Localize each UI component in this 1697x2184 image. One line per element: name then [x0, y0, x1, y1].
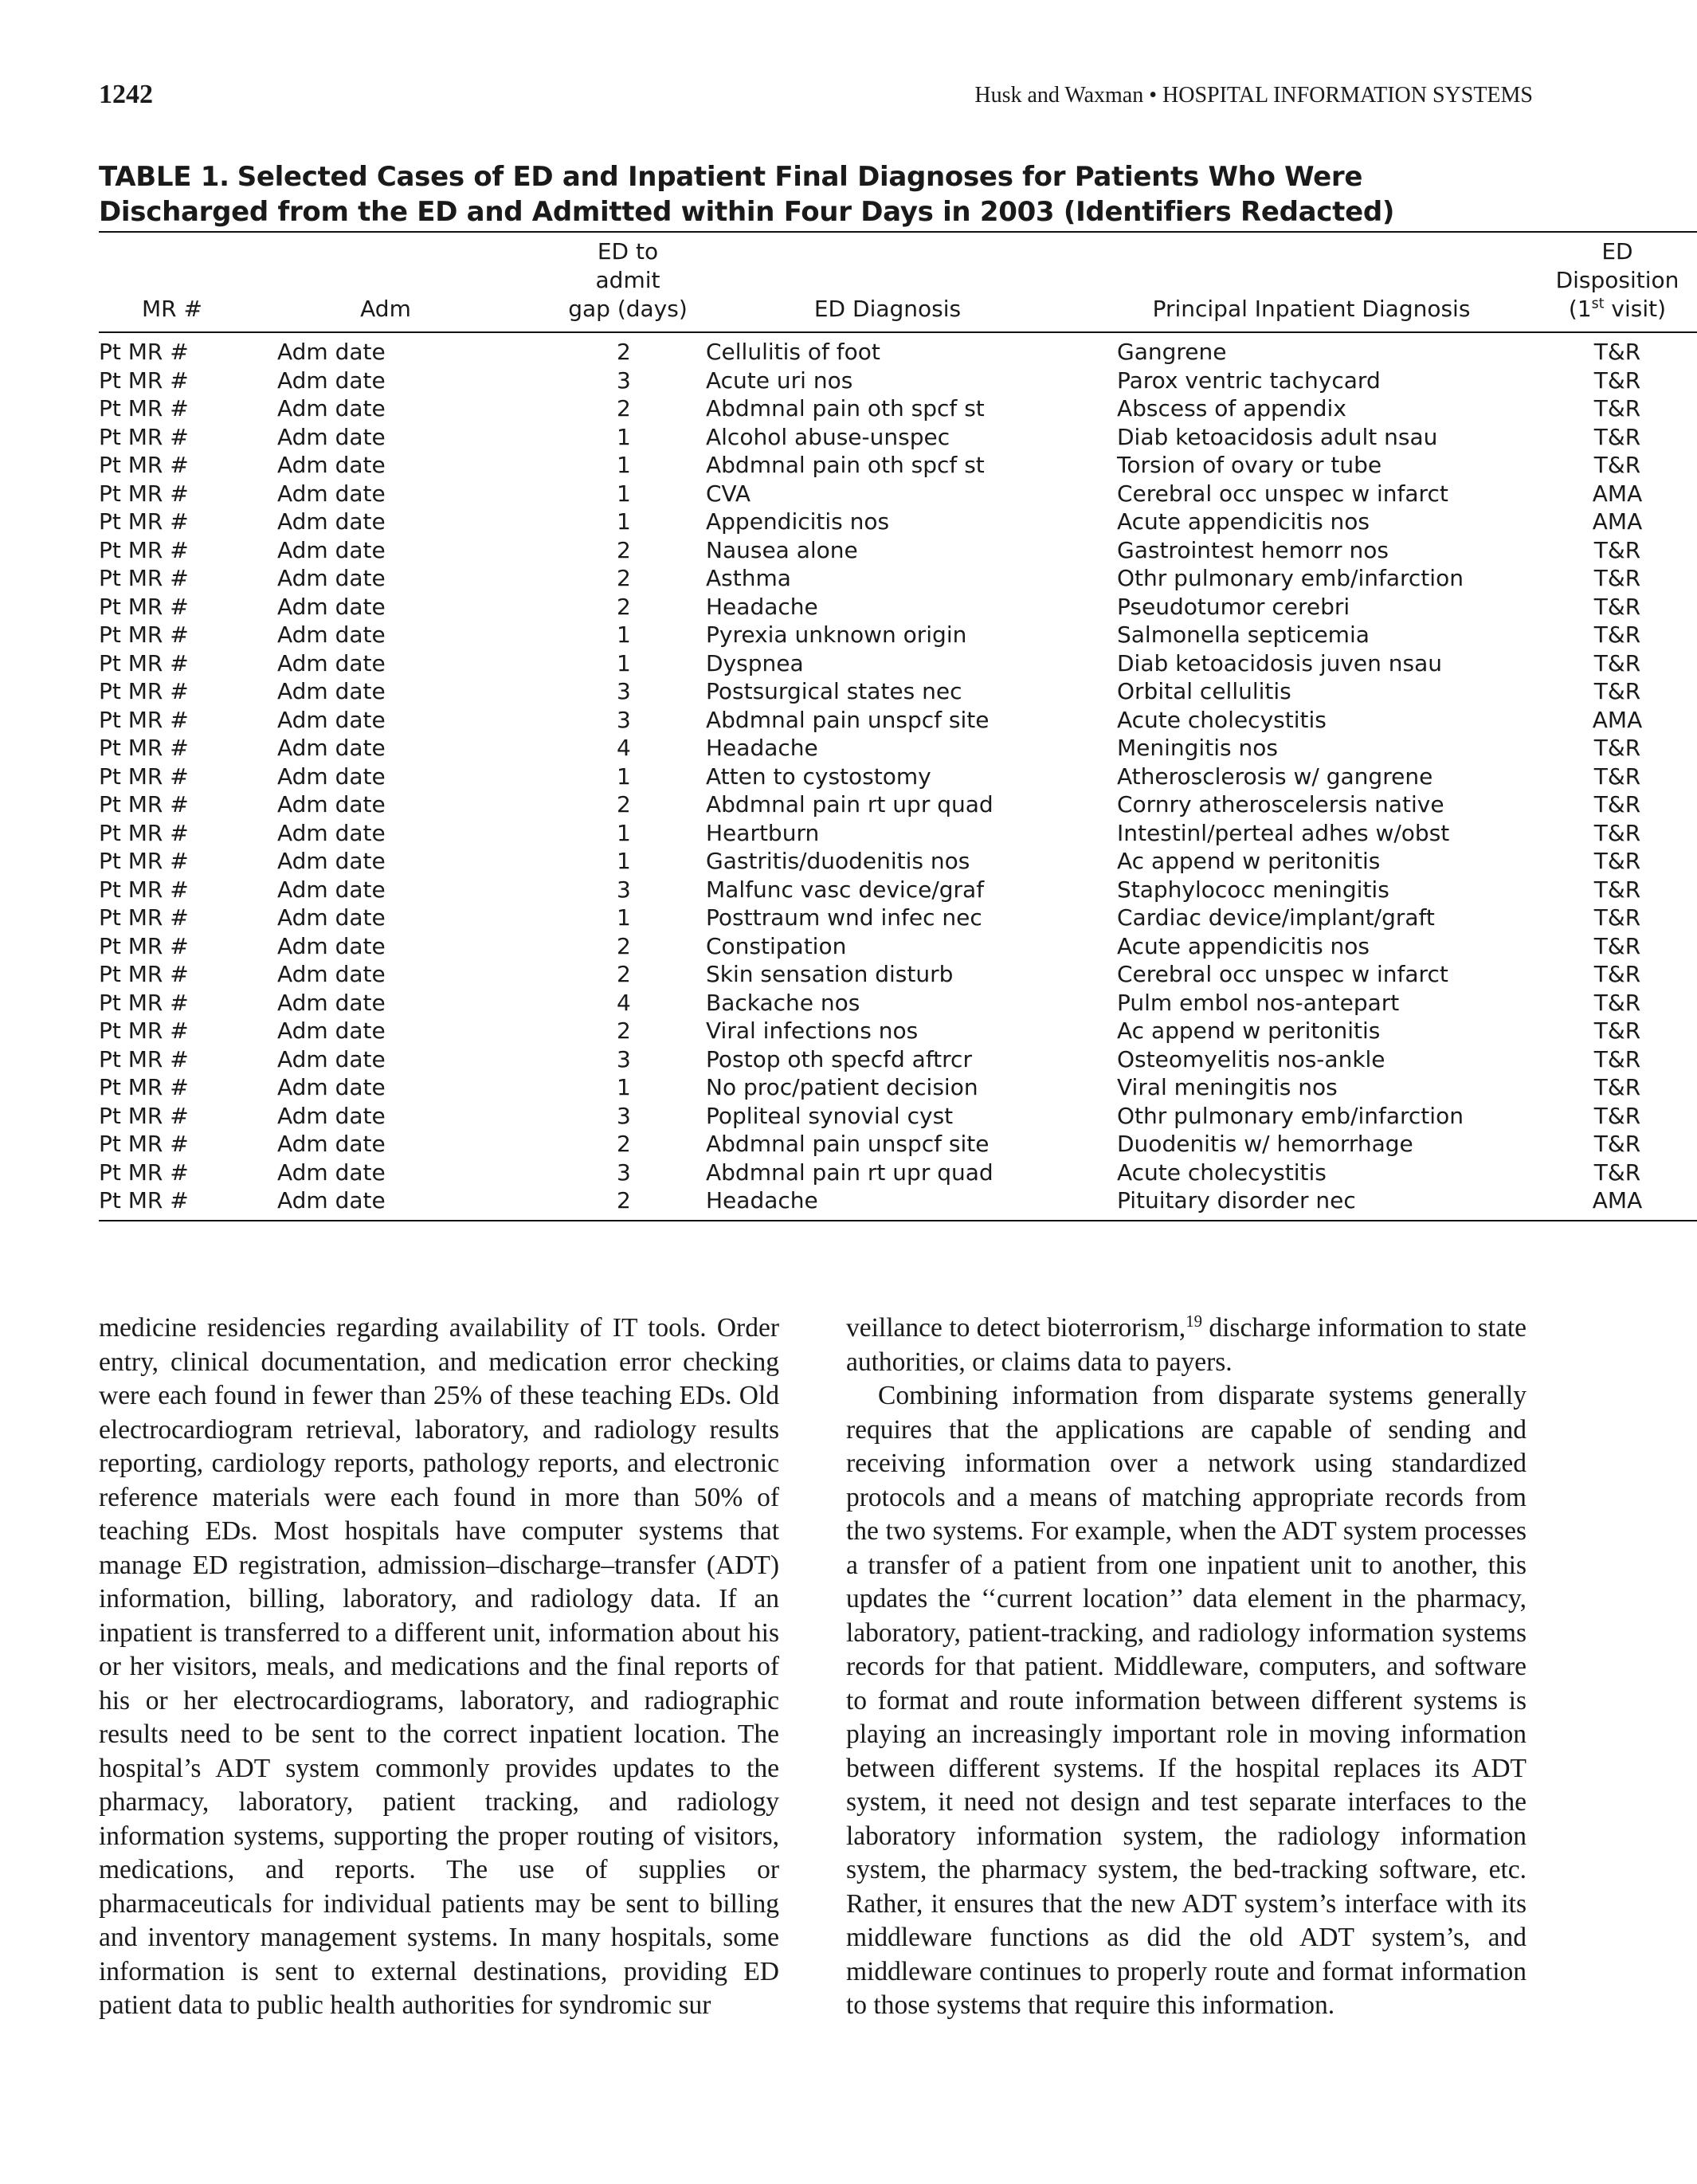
cell-gap-days: 3: [617, 1102, 631, 1129]
cell-disposition: T&R: [1593, 1131, 1641, 1157]
cell-ed-diagnosis: Headache: [706, 735, 818, 761]
table-row: [99, 960, 1697, 989]
header-adm: Adm: [360, 296, 411, 322]
cell-gap-days: 2: [617, 961, 631, 987]
cell-disposition: T&R: [1593, 678, 1641, 704]
cell-inpatient-diagnosis: Salmonella septicemia: [1117, 621, 1370, 648]
header-gap: [550, 232, 706, 332]
cell-mr: Pt MR #: [99, 1018, 189, 1044]
cell-inpatient-diagnosis: Acute cholecystitis: [1117, 1159, 1327, 1186]
cell-mr: Pt MR #: [99, 536, 189, 563]
cell-adm: Adm date: [277, 876, 386, 903]
cell-inpatient-diagnosis: Ac append w peritonitis: [1117, 1018, 1381, 1044]
cell-gap-days: 2: [617, 593, 631, 620]
table-row: [99, 367, 1697, 395]
cell-gap-days: 2: [617, 791, 631, 818]
cell-ed-diagnosis: Abdmnal pain rt upr quad: [706, 1159, 994, 1186]
cell-inpatient-diagnosis: Meningitis nos: [1117, 735, 1278, 761]
cell-disposition: T&R: [1593, 395, 1641, 422]
cell-ed-diagnosis: Abdmnal pain unspcf site: [706, 1131, 990, 1157]
table-row: [99, 819, 1697, 848]
cell-gap-days: 3: [617, 1159, 631, 1186]
cell-adm: Adm date: [277, 1131, 386, 1157]
cell-mr: Pt MR #: [99, 819, 189, 846]
cell-mr: Pt MR #: [99, 1045, 189, 1072]
header-disp-line3-sup: st: [1591, 296, 1605, 312]
cell-ed-diagnosis: Skin sensation disturb: [706, 961, 954, 987]
cell-adm: Adm date: [277, 565, 386, 591]
cell-mr: Pt MR #: [99, 649, 189, 676]
cell-mr: Pt MR #: [99, 593, 189, 620]
table-row: [99, 904, 1697, 932]
cell-gap-days: 1: [617, 423, 631, 450]
cell-mr: Pt MR #: [99, 989, 189, 1016]
cell-ed-diagnosis: Appendicitis nos: [706, 508, 890, 535]
cell-ed-diagnosis: Popliteal synovial cyst: [706, 1102, 954, 1129]
cell-adm: Adm date: [277, 791, 386, 818]
cell-inpatient-diagnosis: Gastrointest hemorr nos: [1117, 536, 1389, 563]
cell-ed-diagnosis: Alcohol abuse-unspec: [706, 423, 950, 450]
table-row: [99, 480, 1697, 508]
table-row: [99, 989, 1697, 1018]
cell-adm: Adm date: [277, 1074, 386, 1100]
cell-disposition: T&R: [1593, 961, 1641, 987]
header-disp-line3: [1538, 295, 1697, 323]
cell-mr: Pt MR #: [99, 367, 189, 394]
cell-adm: Adm date: [277, 1102, 386, 1129]
cell-mr: Pt MR #: [99, 876, 189, 903]
header-gap-line2: admit: [595, 267, 660, 293]
table-row: [99, 451, 1697, 480]
table-row: [99, 394, 1697, 423]
table-row: [99, 564, 1697, 593]
cell-gap-days: 2: [617, 339, 631, 365]
cell-gap-days: 3: [617, 876, 631, 903]
table-row: [99, 1130, 1697, 1159]
cell-disposition: T&R: [1593, 339, 1641, 365]
cell-adm: Adm date: [277, 367, 386, 394]
cell-adm: Adm date: [277, 904, 386, 931]
header-disposition: [1538, 232, 1697, 332]
running-head: [99, 80, 1533, 116]
table-row: [99, 847, 1697, 876]
header-disp-line1: ED: [1601, 238, 1633, 265]
cell-ed-diagnosis: Abdmnal pain rt upr quad: [706, 791, 994, 818]
table-row: [99, 1045, 1697, 1074]
cell-mr: Pt MR #: [99, 904, 189, 931]
cell-gap-days: 3: [617, 706, 631, 733]
body-text: discharge information to state authorities, or claims data to payers.: [846, 1313, 1527, 1377]
cell-disposition: T&R: [1593, 1045, 1641, 1072]
cell-disposition: AMA: [1592, 706, 1643, 733]
header-disp-line3-post: visit): [1604, 296, 1667, 322]
cell-ed-diagnosis: Cellulitis of foot: [706, 339, 880, 365]
cell-mr: Pt MR #: [99, 508, 189, 535]
cell-mr: Pt MR #: [99, 735, 189, 761]
cell-mr: Pt MR #: [99, 678, 189, 704]
cell-ed-diagnosis: Gastritis/duodenitis nos: [706, 848, 970, 874]
cell-adm: Adm date: [277, 621, 386, 648]
cell-disposition: AMA: [1592, 508, 1643, 535]
cell-ed-diagnosis: Postop oth specfd aftrcr: [706, 1045, 972, 1072]
cell-disposition: T&R: [1593, 1074, 1641, 1100]
table-row: [99, 932, 1697, 961]
diagnoses-table: [99, 231, 1697, 1221]
table-row: [99, 763, 1697, 791]
cell-ed-diagnosis: Posttraum wnd infec nec: [706, 904, 982, 931]
cell-disposition: T&R: [1593, 621, 1641, 648]
cell-gap-days: 1: [617, 452, 631, 478]
cell-inpatient-diagnosis: Gangrene: [1117, 339, 1227, 365]
table-row: [99, 706, 1697, 735]
cell-disposition: T&R: [1593, 932, 1641, 959]
cell-ed-diagnosis: Dyspnea: [706, 649, 804, 676]
table-caption-text: Selected Cases of ED and Inpatient Final Diagnoses for Patients Who Were Discharged from the ED and Admitted within Four Days in 2003 (Identifiers Redacted): [99, 161, 1395, 228]
cell-disposition: T&R: [1593, 876, 1641, 903]
table-header-row: [99, 232, 1697, 332]
cell-mr: Pt MR #: [99, 395, 189, 422]
cell-ed-diagnosis: Viral infections nos: [706, 1018, 919, 1044]
cell-ed-diagnosis: Acute uri nos: [706, 367, 853, 394]
cell-gap-days: 1: [617, 508, 631, 535]
cell-gap-days: 2: [617, 1018, 631, 1044]
cell-inpatient-diagnosis: Cornry atheroscelersis native: [1117, 791, 1444, 818]
cell-gap-days: 3: [617, 678, 631, 704]
cell-mr: Pt MR #: [99, 763, 189, 790]
cell-gap-days: 3: [617, 1045, 631, 1072]
table-row: [99, 1017, 1697, 1045]
cell-adm: Adm date: [277, 508, 386, 535]
table-body: [99, 332, 1697, 1221]
cell-ed-diagnosis: Abdmnal pain oth spcf st: [706, 395, 985, 422]
cell-adm: Adm date: [277, 1045, 386, 1072]
cell-disposition: T&R: [1593, 593, 1641, 620]
cell-mr: Pt MR #: [99, 480, 189, 507]
cell-inpatient-diagnosis: Pulm embol nos-antepart: [1117, 989, 1400, 1016]
cell-gap-days: 2: [617, 565, 631, 591]
header-mr: MR #: [142, 296, 202, 322]
cell-disposition: T&R: [1593, 423, 1641, 450]
body-paragraph: [846, 1312, 1527, 1379]
body-paragraph: Combining information from disparate systems generally requires that the applications are capable of sending and receiving information over a network using standardized protocols and a means of matching appropriate records from the two systems. For example, when the ADT system processes a transfer of a patient from one inpatient unit to another, this updates the ‘‘current location’’ data element in the pharmacy, laboratory, patient-tracking, and radiology information systems records for that patient. Middleware, computers, and software to format and route information between different systems is playing an increasingly important role in moving information between different systems. If the hospital replaces its ADT system, it need not design and test separate interfaces to the laboratory information system, the radiology information system, the pharmacy system, the bed-tracking software, etc. Rather, it ensures that the new ADT system’s interface with its middleware functions as did the old ADT system’s, and middleware continues to properly route and format information to those systems that require this information.: [846, 1381, 1527, 2020]
reference-superscript: 19: [1186, 1312, 1202, 1331]
table-row: [99, 508, 1697, 536]
cell-gap-days: 2: [617, 1131, 631, 1157]
cell-inpatient-diagnosis: Torsion of ovary or tube: [1117, 452, 1382, 478]
cell-gap-days: 1: [617, 848, 631, 874]
cell-adm: Adm date: [277, 735, 386, 761]
cell-mr: Pt MR #: [99, 1102, 189, 1129]
cell-disposition: T&R: [1593, 367, 1641, 394]
cell-mr: Pt MR #: [99, 1159, 189, 1186]
cell-ed-diagnosis: Atten to cystostomy: [706, 763, 931, 790]
cell-adm: Adm date: [277, 452, 386, 478]
table-caption: [99, 159, 1453, 229]
cell-disposition: T&R: [1593, 848, 1641, 874]
cell-disposition: T&R: [1593, 649, 1641, 676]
cell-disposition: T&R: [1593, 989, 1641, 1016]
page-number: 1242: [99, 80, 153, 109]
cell-mr: Pt MR #: [99, 706, 189, 733]
table-row: [99, 1102, 1697, 1131]
cell-inpatient-diagnosis: Pseudotumor cerebri: [1117, 593, 1350, 620]
cell-gap-days: 2: [617, 536, 631, 563]
cell-mr: Pt MR #: [99, 848, 189, 874]
cell-ed-diagnosis: CVA: [706, 480, 751, 507]
cell-disposition: T&R: [1593, 819, 1641, 846]
cell-inpatient-diagnosis: Orbital cellulitis: [1117, 678, 1291, 704]
cell-ed-diagnosis: Backache nos: [706, 989, 860, 1016]
cell-adm: Adm date: [277, 649, 386, 676]
cell-inpatient-diagnosis: Intestinl/perteal adhes w/obst: [1117, 819, 1450, 846]
cell-adm: Adm date: [277, 678, 386, 704]
cell-gap-days: 4: [617, 989, 631, 1016]
cell-inpatient-diagnosis: Cardiac device/implant/graft: [1117, 904, 1435, 931]
cell-disposition: T&R: [1593, 1102, 1641, 1129]
table-row: [99, 876, 1697, 904]
cell-mr: Pt MR #: [99, 621, 189, 648]
cell-gap-days: 1: [617, 819, 631, 846]
cell-inpatient-diagnosis: Cerebral occ unspec w infarct: [1117, 480, 1448, 507]
cell-inpatient-diagnosis: Acute appendicitis nos: [1117, 932, 1370, 959]
table-row: [99, 536, 1697, 565]
cell-adm: Adm date: [277, 536, 386, 563]
cell-gap-days: 1: [617, 904, 631, 931]
cell-disposition: T&R: [1593, 452, 1641, 478]
cell-ed-diagnosis: Headache: [706, 593, 818, 620]
cell-inpatient-diagnosis: Ac append w peritonitis: [1117, 848, 1381, 874]
cell-inpatient-diagnosis: Othr pulmonary emb/infarction: [1117, 1102, 1464, 1129]
body-text: veillance to detect bioterrorism,: [846, 1313, 1186, 1343]
cell-adm: Adm date: [277, 423, 386, 450]
cell-adm: Adm date: [277, 593, 386, 620]
body-paragraph: medicine residencies regarding availability of IT tools. Order entry, clinical documentation, and medication error checking were each found in fewer than 25% of these teaching EDs. Old electrocardiogram retrieval, laboratory, and radiology results reporting, cardiology reports, pathology reports, and electronic reference materials were each found in more than 50% of teaching EDs. Most hospitals have computer systems that manage ED registration, admission–discharge–transfer (ADT) information, billing, laboratory, and radiology data. If an inpatient is transferred to a different unit, information about his or her visitors, meals, and medications and the final reports of his or her electrocardiograms, laboratory, and radiographic results need to be sent to the correct inpatient location. The hospital’s ADT system commonly provides updates to the pharmacy, laboratory, patient tracking, and radiology information systems, supporting the proper routing of visitors, medications, and reports. The use of supplies or pharmaceuticals for individual patients may be sent to billing and inventory management systems. In many hospitals, some information is sent to external destinations, providing ED patient data to public health authorities for syndromic sur: [99, 1313, 779, 2020]
cell-gap-days: 2: [617, 395, 631, 422]
cell-ed-diagnosis: Postsurgical states nec: [706, 678, 962, 704]
cell-inpatient-diagnosis: Pituitary disorder nec: [1117, 1187, 1356, 1214]
header-inpatient-diagnosis: Principal Inpatient Diagnosis: [1152, 296, 1471, 322]
table-row: [99, 649, 1697, 678]
cell-mr: Pt MR #: [99, 452, 189, 478]
cell-gap-days: 1: [617, 621, 631, 648]
header-disp-line3-pre: (1: [1568, 296, 1592, 322]
cell-ed-diagnosis: Pyrexia unknown origin: [706, 621, 967, 648]
cell-disposition: T&R: [1593, 536, 1641, 563]
header-gap-line3: gap (days): [568, 296, 688, 322]
table-row: [99, 677, 1697, 706]
header-gap-line1: ED to: [597, 238, 659, 265]
cell-mr: Pt MR #: [99, 791, 189, 818]
table-row: [99, 423, 1697, 452]
cell-ed-diagnosis: No proc/patient decision: [706, 1074, 978, 1100]
cell-mr: Pt MR #: [99, 565, 189, 591]
table-row: [99, 593, 1697, 621]
cell-disposition: T&R: [1593, 1159, 1641, 1186]
cell-ed-diagnosis: Headache: [706, 1187, 818, 1214]
cell-gap-days: 2: [617, 1187, 631, 1214]
body-column-right: [846, 1312, 1527, 2023]
table-header: [99, 232, 1697, 332]
cell-inpatient-diagnosis: Othr pulmonary emb/infarction: [1117, 565, 1464, 591]
cell-ed-diagnosis: Constipation: [706, 932, 847, 959]
cell-mr: Pt MR #: [99, 339, 189, 365]
cell-inpatient-diagnosis: Duodenitis w/ hemorrhage: [1117, 1131, 1413, 1157]
cell-adm: Adm date: [277, 480, 386, 507]
cell-disposition: T&R: [1593, 1018, 1641, 1044]
header-ed-diagnosis: ED Diagnosis: [813, 296, 962, 322]
header-disp-line2: Disposition: [1555, 267, 1679, 293]
table-row: [99, 1186, 1697, 1221]
cell-adm: Adm date: [277, 848, 386, 874]
cell-adm: Adm date: [277, 989, 386, 1016]
cell-disposition: T&R: [1593, 904, 1641, 931]
cell-ed-diagnosis: Heartburn: [706, 819, 820, 846]
cell-mr: Pt MR #: [99, 1131, 189, 1157]
cell-ed-diagnosis: Abdmnal pain unspcf site: [706, 706, 990, 733]
cell-disposition: AMA: [1592, 1187, 1643, 1214]
cell-inpatient-diagnosis: Viral meningitis nos: [1117, 1074, 1338, 1100]
cell-ed-diagnosis: Malfunc vasc device/graf: [706, 876, 985, 903]
cell-adm: Adm date: [277, 763, 386, 790]
cell-inpatient-diagnosis: Abscess of appendix: [1117, 395, 1346, 422]
cell-adm: Adm date: [277, 1159, 386, 1186]
cell-inpatient-diagnosis: Osteomyelitis nos-ankle: [1117, 1045, 1385, 1072]
cell-inpatient-diagnosis: Acute cholecystitis: [1117, 706, 1327, 733]
cell-inpatient-diagnosis: Parox ventric tachycard: [1117, 367, 1381, 394]
cell-disposition: T&R: [1593, 763, 1641, 790]
cell-disposition: T&R: [1593, 565, 1641, 591]
cell-inpatient-diagnosis: Cerebral occ unspec w infarct: [1117, 961, 1448, 987]
cell-mr: Pt MR #: [99, 423, 189, 450]
table-row: [99, 1073, 1697, 1102]
cell-gap-days: 1: [617, 480, 631, 507]
cell-gap-days: 3: [617, 367, 631, 394]
table-row: [99, 332, 1697, 367]
cell-inpatient-diagnosis: Diab ketoacidosis juven nsau: [1117, 649, 1443, 676]
cell-ed-diagnosis: Abdmnal pain oth spcf st: [706, 452, 985, 478]
cell-disposition: T&R: [1593, 791, 1641, 818]
cell-gap-days: 2: [617, 932, 631, 959]
table-row: [99, 1159, 1697, 1187]
cell-adm: Adm date: [277, 1018, 386, 1044]
body-column-left: [99, 1312, 779, 2023]
cell-inpatient-diagnosis: Diab ketoacidosis adult nsau: [1117, 423, 1438, 450]
cell-adm: Adm date: [277, 1187, 386, 1214]
cell-mr: Pt MR #: [99, 932, 189, 959]
cell-ed-diagnosis: Asthma: [706, 565, 791, 591]
table-row: [99, 621, 1697, 649]
cell-adm: Adm date: [277, 932, 386, 959]
cell-disposition: AMA: [1592, 480, 1643, 507]
cell-gap-days: 1: [617, 763, 631, 790]
table-row: [99, 734, 1697, 763]
cell-gap-days: 1: [617, 1074, 631, 1100]
table-row: [99, 790, 1697, 819]
cell-disposition: T&R: [1593, 735, 1641, 761]
cell-adm: Adm date: [277, 339, 386, 365]
cell-gap-days: 1: [617, 649, 631, 676]
cell-adm: Adm date: [277, 819, 386, 846]
cell-inpatient-diagnosis: Atherosclerosis w/ gangrene: [1117, 763, 1433, 790]
table-label: TABLE 1.: [99, 161, 229, 193]
cell-gap-days: 4: [617, 735, 631, 761]
cell-ed-diagnosis: Nausea alone: [706, 536, 858, 563]
cell-adm: Adm date: [277, 706, 386, 733]
cell-mr: Pt MR #: [99, 1187, 189, 1214]
cell-mr: Pt MR #: [99, 961, 189, 987]
cell-adm: Adm date: [277, 961, 386, 987]
running-title: Husk and Waxman • HOSPITAL INFORMATION SYSTEMS: [974, 83, 1533, 108]
cell-adm: Adm date: [277, 395, 386, 422]
cell-inpatient-diagnosis: Acute appendicitis nos: [1117, 508, 1370, 535]
cell-inpatient-diagnosis: Staphylococc meningitis: [1117, 876, 1389, 903]
cell-mr: Pt MR #: [99, 1074, 189, 1100]
